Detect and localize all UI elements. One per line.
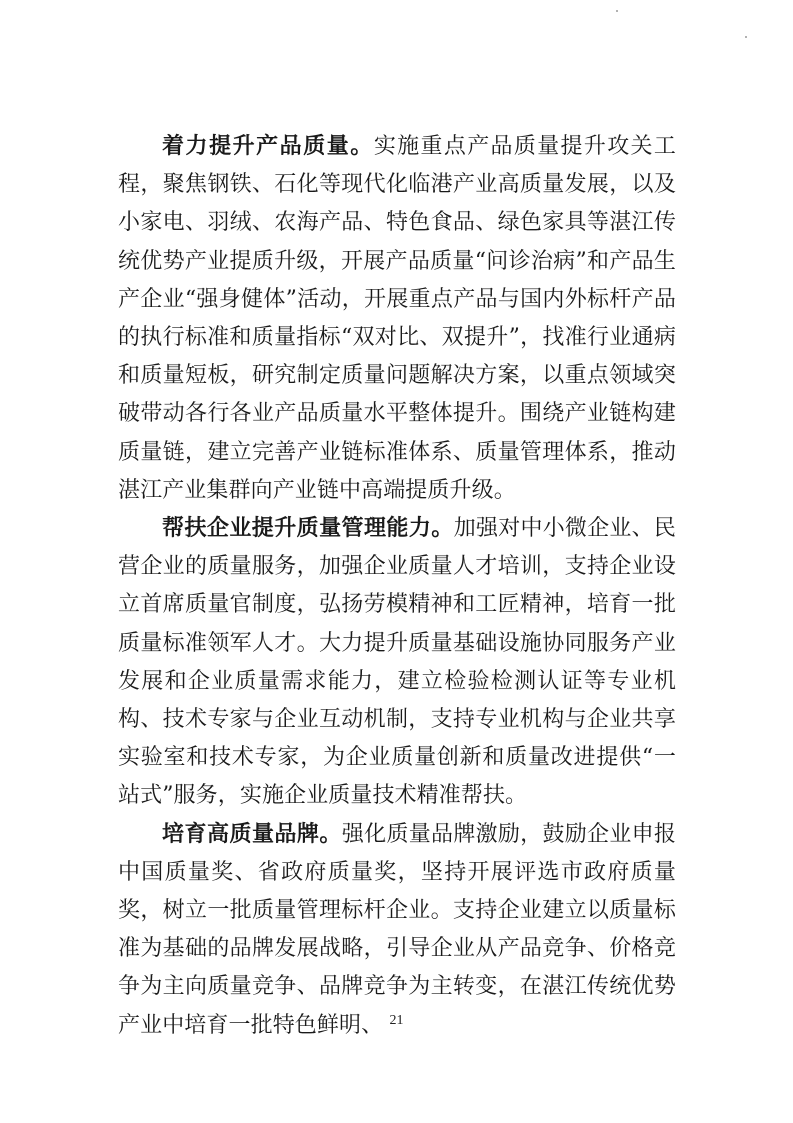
document-body xyxy=(118,128,676,1045)
paragraph-quality-management xyxy=(118,510,676,816)
paragraph-heading: 培育高质量品牌。 xyxy=(162,821,342,847)
paragraph-text: 强化质量品牌激励，鼓励企业申报中国质量奖、省政府质量奖，坚持开展评选市政府质量奖，树立一批质量管理标杆企业。支持企业建立以质量标准为基础的品牌发展战略，引导企业从产品竞争、价格竞争为主向质量竞争、品牌竞争为主转变，在湛江传统优势产业中培育一批特色鲜明、 xyxy=(118,821,676,1038)
paragraph-text: 加强对中小微企业、民营企业的质量服务，加强企业质量人才培训，支持企业设立首席质量官制度，弘扬劳模精神和工匠精神，培育一批质量标准领军人才。大力提升质量基础设施协同服务产业发展和企业质量需求能力，建立检验检测认证等专业机构、技术专家与企业互动机制，支持专业机构与企业共享实验室和技术专家，为企业质量创新和质量改进提供“一站式”服务，实施企业质量技术精准帮扶。 xyxy=(118,516,676,809)
paragraph-heading: 着力提升产品质量。 xyxy=(162,134,374,159)
paragraph-product-quality xyxy=(118,128,676,510)
scan-speck xyxy=(745,36,747,38)
page-number: 21 xyxy=(389,1013,404,1028)
paragraph-quality-brand xyxy=(118,816,676,1045)
scan-speck xyxy=(616,10,618,12)
paragraph-text: 实施重点产品质量提升攻关工程，聚焦钢铁、石化等现代化临港产业高质量发展，以及小家电、羽绒、农海产品、特色食品、绿色家具等湛江传统优势产业提质升级，开展产品质量“问诊治病”和产品生产企业“强身健体”活动，开展重点产品与国内外标杆产品的执行标准和质量指标“双对比、双提升”，找准行业通病和质量短板，研究制定质量问题解决方案，以重点领域突破带动各行各业产品质量水平整体提升。围绕产业链构建质量链，建立完善产业链标准体系、质量管理体系，推动湛江产业集群向产业链中高端提质升级。 xyxy=(118,134,676,503)
paragraph-heading: 帮扶企业提升质量管理能力。 xyxy=(162,516,454,542)
